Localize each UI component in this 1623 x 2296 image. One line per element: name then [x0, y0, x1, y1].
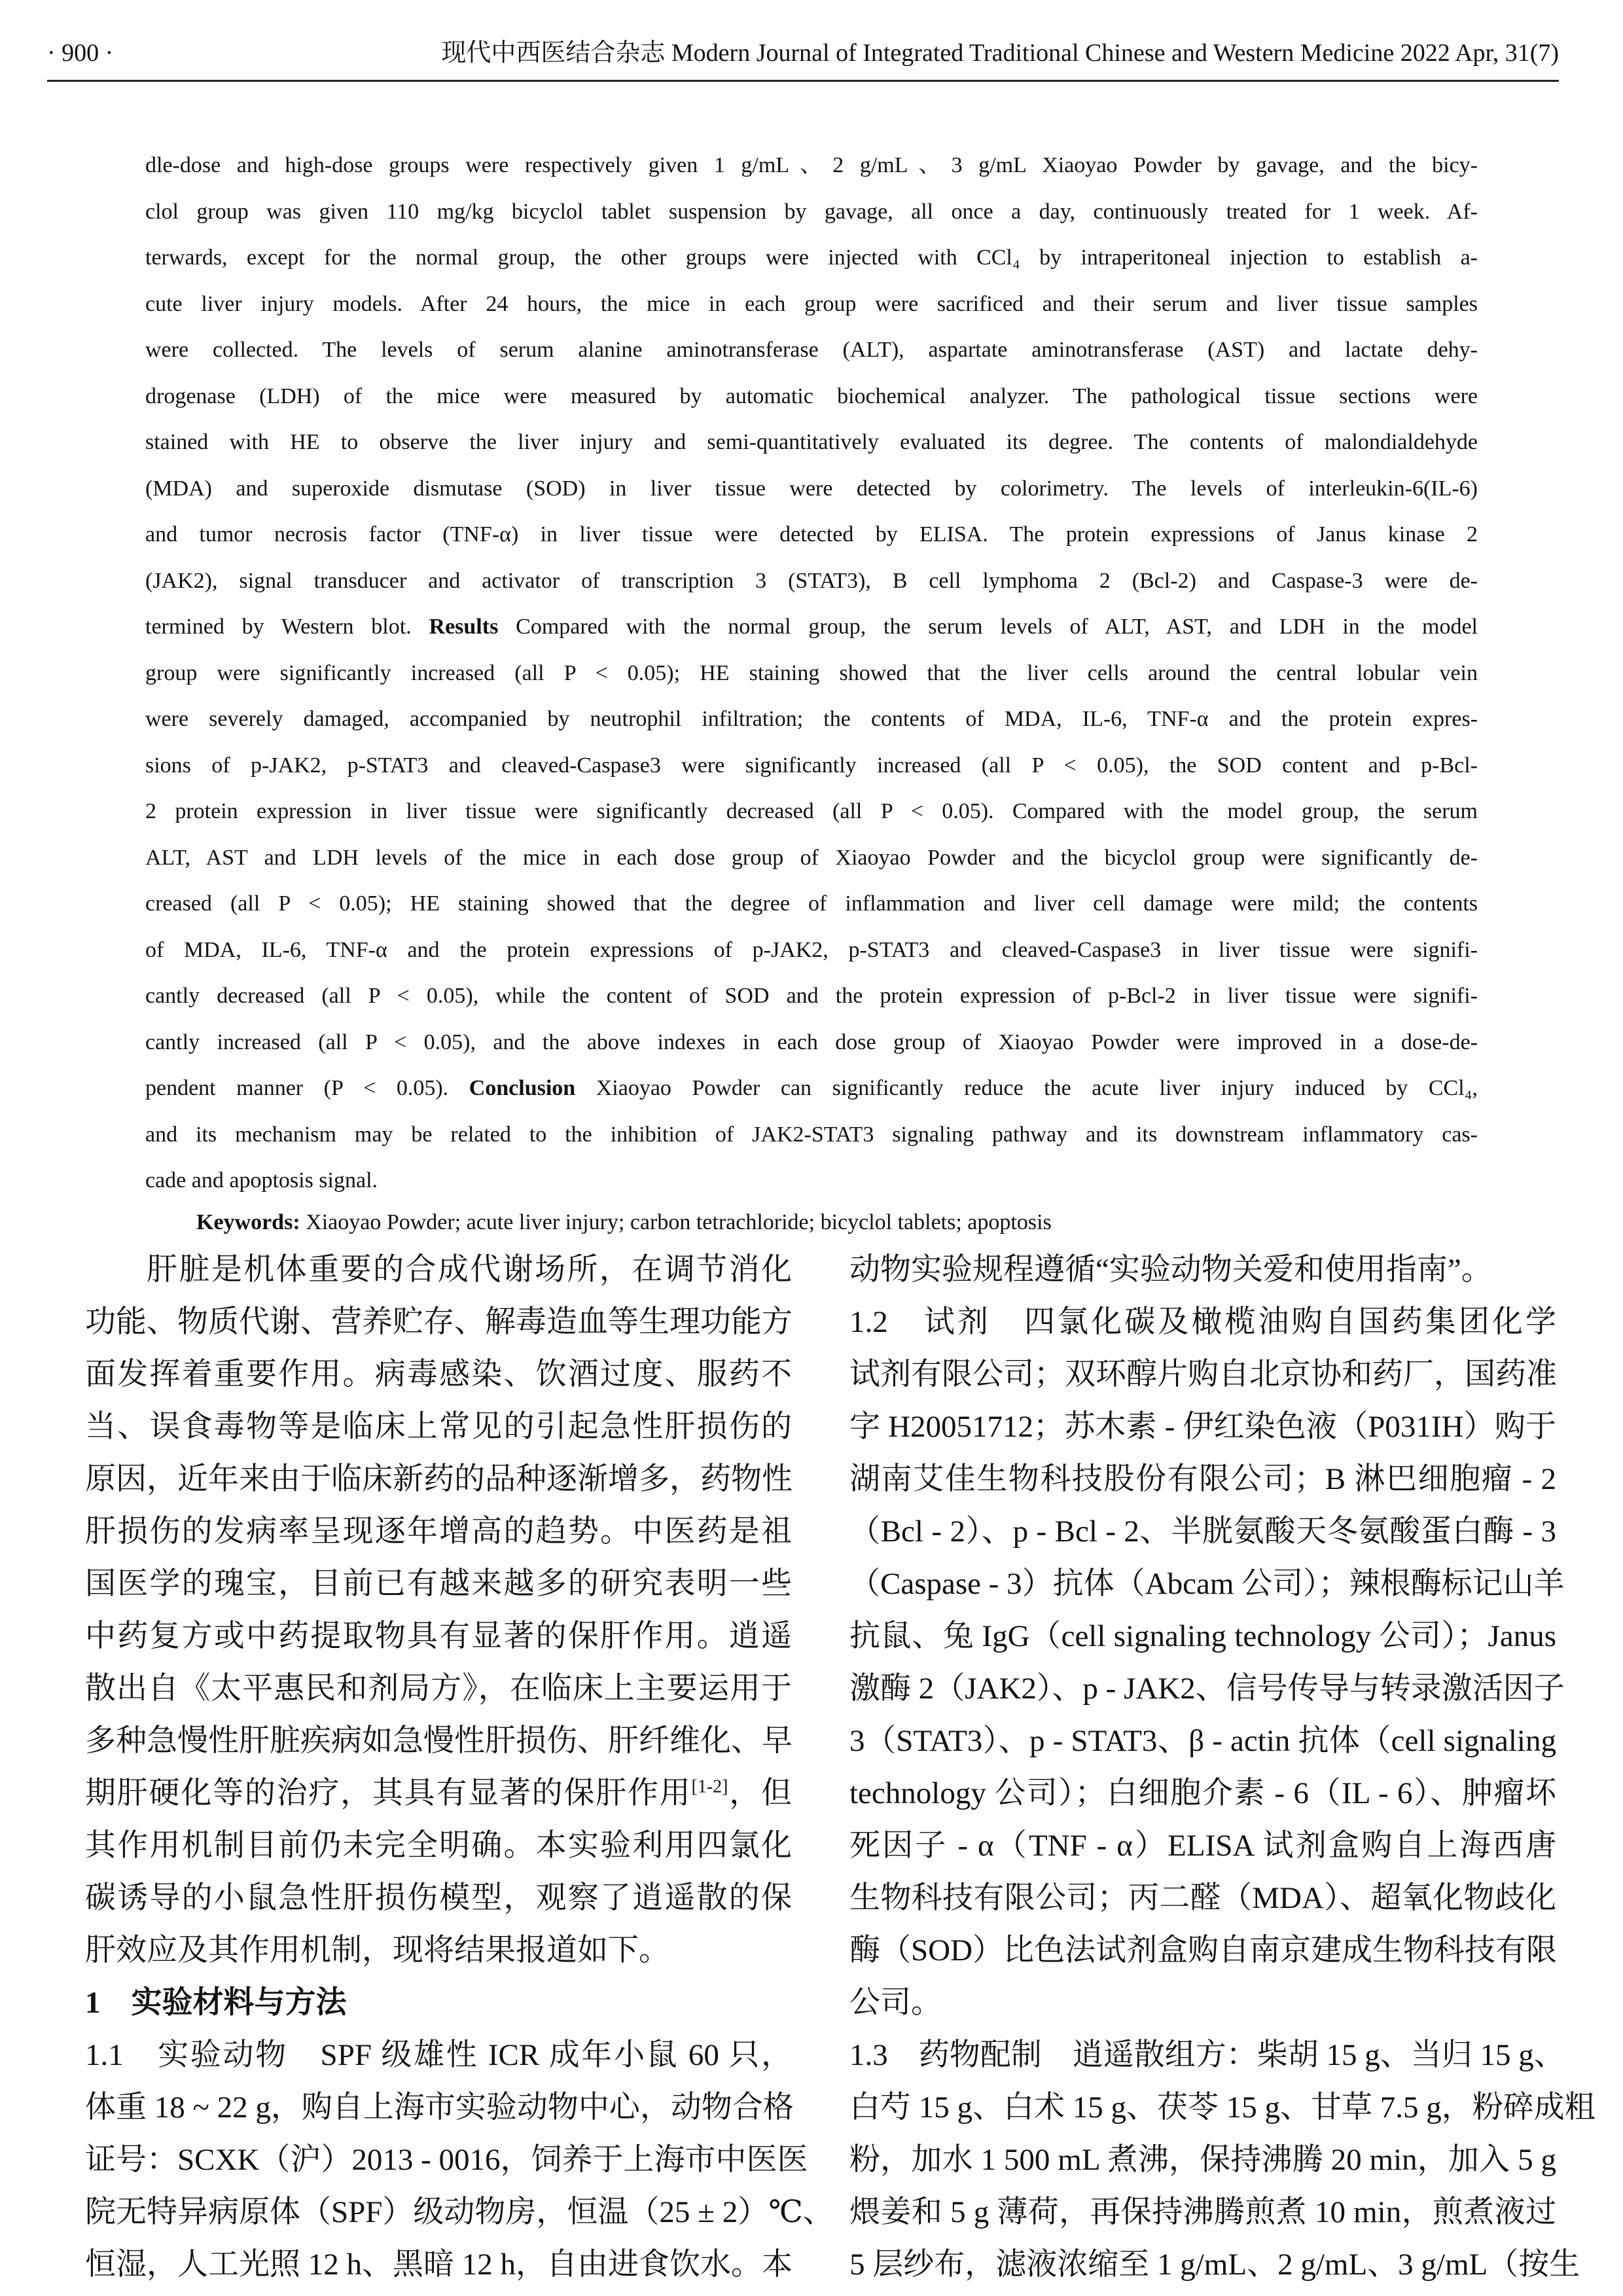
abstract-line: clol group was given 110 mg/kg bicyclol tablet suspension by gavage, all once a day, continuously treated for 1 week. Af- [145, 199, 1478, 224]
body-line: 动物实验规程遵循“实验动物关爱和使用指南”。 [849, 1253, 1492, 1287]
body-line: 字 H20051712；苏木素 - 伊红染色液（P031IH）购于 [849, 1410, 1556, 1444]
page-number: · 900 · [47, 39, 114, 67]
abstract-line: cade and apoptosis signal. [145, 1168, 378, 1193]
keywords-text: Xiaoyao Powder; acute liver injury; carbon tetrachloride; bicyclol tablets; apoptosis [306, 1210, 1052, 1234]
running-header [47, 30, 1559, 76]
abstract-line: 2 protein expression in liver tissue were significantly decreased (all P < 0.05). Compared with the model group, the serum [145, 799, 1478, 823]
body-text: ，但 [728, 1776, 793, 1810]
body-text: 期肝硬化等的治疗，其具有显著的保肝作用 [85, 1776, 692, 1810]
abstract-line: dle-dose and high-dose groups were respectively given 1 g/mL、2 g/mL、3 g/mL Xiaoyao Powder by gavage, and the bicy- [145, 153, 1478, 177]
abstract-line: creased (all P < 0.05); HE staining showed that the degree of inflammation and liver cell damage were mild; the contents [145, 891, 1478, 916]
body-line: 公司。 [849, 1986, 942, 2020]
abstract-line: and its mechanism may be related to the inhibition of JAK2-STAT3 signaling pathway and its downstream inflammatory cas- [145, 1122, 1478, 1147]
header-rule [47, 80, 1559, 82]
body-line: 1.1 实验动物 SPF 级雄性 ICR 成年小鼠 60 只， [85, 2038, 792, 2072]
body-line: 功能、物质代谢、营养贮存、解毒造血等生理功能方 [85, 1305, 793, 1339]
journal-title: 现代中西医结合杂志 Modern Journal of Integrated Traditional Chinese and Western Medicine 2022 Apr, 31(7) [441, 39, 1559, 67]
body-line: 肝脏是机体重要的合成代谢场所，在调节消化 [147, 1253, 792, 1287]
abstract-line: and tumor necrosis factor (TNF-α) in liver tissue were detected by ELISA. The protein expressions of Janus kinase 2 [145, 522, 1478, 547]
body-line: 白芍 15 g、白术 15 g、茯苓 15 g、甘草 7.5 g，粉碎成粗 [849, 2090, 1596, 2125]
body-line: 肝效应及其作用机制，现将结果报道如下。 [85, 1933, 669, 1967]
body-line: 散出自《太平惠民和剂局方》，在临床上主要运用于 [85, 1672, 792, 1706]
abstract-line: cantly decreased (all P < 0.05), while the content of SOD and the protein expression of p-Bcl-2 in liver tissue were signifi- [145, 984, 1478, 1008]
body-line: 煨姜和 5 g 薄荷，再保持沸腾煎煮 10 min，煎煮液过 [849, 2195, 1556, 2229]
abstract-line: were collected. The levels of serum alanine aminotransferase (ALT), aspartate aminotransferase (AST) and lactate dehy- [145, 338, 1478, 362]
left-column [85, 1244, 834, 2291]
body-line: 1.3 药物配制 逍遥散组方：柴胡 15 g、当归 15 g、 [849, 2038, 1565, 2072]
body-line: 死因子 - α（TNF - α）ELISA 试剂盒购自上海西唐 [849, 1829, 1556, 1863]
body-line: technology 公司）；白细胞介素 - 6（IL - 6）、肿瘤坏 [849, 1776, 1556, 1810]
body-line: 其作用机制目前仍未完全明确。本实验利用四氯化 [85, 1829, 792, 1863]
abstract-line: (MDA) and superoxide dismutase (SOD) in liver tissue were detected by colorimetry. The levels of interleukin-6(IL-6) [145, 476, 1478, 501]
body-line: 3（STAT3）、p - STAT3、β - actin 抗体（cell signaling [849, 1724, 1556, 1758]
body-line: 原因，近年来由于临床新药的品种逐渐增多，药物性 [85, 1462, 793, 1496]
abstract-line: of MDA, IL-6, TNF-α and the protein expressions of p-JAK2, p-STAT3 and cleaved-Caspase3 in liver tissue were signifi- [145, 937, 1478, 962]
body-line: 试剂有限公司；双环醇片购自北京协和药厂，国药准 [849, 1357, 1557, 1391]
abstract-line: cantly increased (all P < 0.05), and the above indexes in each dose group of Xiaoyao Powder were improved in a dose-de- [145, 1030, 1478, 1054]
body-line-with-citation [85, 1767, 792, 1820]
body-line: 恒湿，人工光照 12 h、黑暗 12 h，自由进食饮水。本 [85, 2248, 793, 2282]
body-line: 中药复方或中药提取物具有显著的保肝作用。逍遥 [85, 1619, 792, 1653]
body-line: 体重 18 ~ 22 g，购自上海市实验动物中心，动物合格 [85, 2090, 794, 2125]
body-line: 酶（SOD）比色法试剂盒购自南京建成生物科技有限 [849, 1933, 1558, 1967]
abstract-line: ALT, AST and LDH levels of the mice in each dose group of Xiaoyao Powder and the bicyclol group were significantly de- [145, 845, 1478, 870]
body-line: 5 层纱布，滤液浓缩至 1 g/mL、2 g/mL、3 g/mL（按生 [849, 2248, 1580, 2282]
keywords [196, 1203, 1479, 1242]
body-line: 院无特异病原体（SPF）级动物房，恒温（25 ± 2）℃、 [85, 2195, 834, 2229]
body-line: 当、误食毒物等是临床上常见的引起急性肝损伤的 [85, 1410, 792, 1444]
body-line: 证号：SCXK（沪）2013 - 0016，饲养于上海市中医医 [85, 2143, 808, 2177]
abstract-line: group were significantly increased (all P < 0.05); HE staining showed that the liver cells around the central lobular vein [145, 660, 1478, 685]
keywords-label: Keywords: [196, 1210, 300, 1234]
body-line: 粉，加水 1 500 mL 煮沸，保持沸腾 20 min，加入 5 g [849, 2143, 1556, 2177]
abstract-line: termined by Western blot. Results Compared with the normal group, the serum levels of ALT, AST, and LDH in the model [145, 615, 1478, 639]
body-line: 多种急慢性肝脏疾病如急慢性肝损伤、肝纤维化、早 [85, 1724, 793, 1758]
abstract-line: stained with HE to observe the liver injury and semi-quantitatively evaluated its degree. The contents of malondialdehyde [145, 430, 1478, 454]
body-line: 湖南艾佳生物科技股份有限公司；B 淋巴细胞瘤 - 2 [849, 1462, 1556, 1496]
abstract-line: were severely damaged, accompanied by neutrophil infiltration; the contents of MDA, IL-6, TNF-α and the protein expres- [145, 707, 1478, 731]
abstract-line: cute liver injury models. After 24 hours, the mice in each group were sacrificed and their serum and liver tissue samples [145, 291, 1478, 316]
body-line: 国医学的瑰宝，目前已有越来越多的研究表明一些 [85, 1567, 792, 1601]
abstract-line: pendent manner (P < 0.05). Conclusion Xiaoyao Powder can significantly reduce the acute liver injury induced by CCl₄, [145, 1076, 1478, 1100]
english-abstract [145, 143, 1478, 1204]
citation: [1-2] [691, 1776, 728, 1797]
abstract-line: (JAK2), signal transducer and activator of transcription 3 (STAT3), B cell lymphoma 2 (Bcl-2) and Caspase-3 were de- [145, 568, 1478, 593]
abstract-line: terwards, except for the normal group, the other groups were injected with CCl₄ by intraperitoneal injection to establish a- [145, 245, 1478, 270]
body-line: 生物科技有限公司；丙二醛（MDA）、超氧化物歧化 [849, 1881, 1556, 1915]
body-line: 面发挥着重要作用。病毒感染、饮酒过度、服药不 [85, 1357, 792, 1391]
abstract-line: sions of p-JAK2, p-STAT3 and cleaved-Caspase3 were significantly increased (all P < 0.05), the SOD content and p-Bcl- [145, 753, 1478, 778]
body-line: 碳诱导的小鼠急性肝损伤模型，观察了逍遥散的保 [85, 1881, 792, 1915]
abstract-line: drogenase (LDH) of the mice were measured by automatic biochemical analyzer. The pathological tissue sections were [145, 384, 1478, 408]
body-line: 抗鼠、兔 IgG（cell signaling technology 公司）；Janus [849, 1619, 1556, 1653]
right-column [849, 1244, 1596, 2291]
body-line: （Bcl - 2）、p - Bcl - 2、半胱氨酸天冬氨酸蛋白酶 - 3 [849, 1515, 1556, 1549]
body-line: （Caspase - 3）抗体（Abcam 公司）；辣根酶标记山羊 [849, 1567, 1565, 1601]
body-line: 激酶 2（JAK2）、p - JAK2、信号传导与转录激活因子 [849, 1672, 1565, 1706]
section-heading: 1 实验材料与方法 [85, 1986, 347, 2020]
body-line: 肝损伤的发病率呈现逐年增高的趋势。中医药是祖 [85, 1515, 792, 1549]
body-line: 1.2 试剂 四氯化碳及橄榄油购自国药集团化学 [849, 1305, 1556, 1339]
